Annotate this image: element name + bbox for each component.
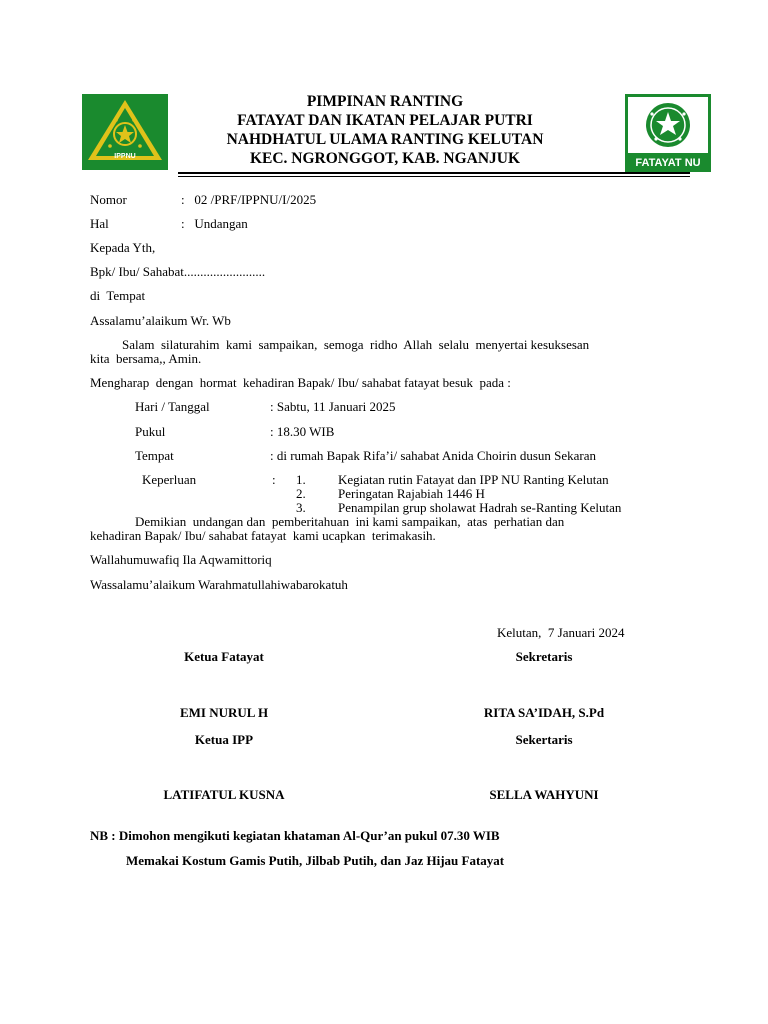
request-line: Mengharap dengan hormat kehadiran Bapak/ Ibu/ sahabat fatayat besuk pada : [90,375,511,390]
purpose-num-2: 2. [296,486,306,501]
right-title-2: Sekertaris [515,732,573,747]
left-name-2: LATIFATUL KUSNA [163,787,285,802]
day-label: Hari / Tanggal [135,399,210,414]
time-value: : 18.30 WIB [270,424,335,439]
purpose-text-3: Penampilan grup sholawat Hadrah se-Ranting Kelutan [338,500,622,515]
header-line-4: KEC. NGRONGGOT, KAB. NGANJUK [249,150,521,167]
purpose-text-2: Peringatan Rajabiah 1446 H [338,486,485,501]
purpose-text-1: Kegiatan rutin Fatayat dan IPP NU Ranting Kelutan [338,472,609,487]
left-title-1: Ketua Fatayat [184,649,264,664]
nomor-label: Nomor [90,192,127,207]
purpose-num-1: 1. [296,472,306,487]
left-name-1: EMI NURUL H [179,705,269,720]
paragraph-1-line-1: Salam silaturahim kami sampaikan, semoga ridho Allah selalu menyertai kesuksesan [122,337,590,352]
header-divider-thick [178,172,690,174]
nomor-value: : 02 /PRF/IPPNU/I/2025 [181,192,317,207]
day-value: : Sabtu, 11 Januari 2025 [270,399,396,414]
header-line-3: NAHDHATUL ULAMA RANTING KELUTAN [226,131,544,148]
recipient-line-1: Kepada Yth, [90,240,156,255]
place-value: : di rumah Bapak Rifa’i/ sahabat Anida Choirin dusun Sekaran [270,448,597,463]
place-label: Tempat [135,448,174,463]
right-title-1: Sekretaris [515,649,573,664]
header-divider-thin [178,176,690,177]
greeting: Assalamu’alaikum Wr. Wb [90,313,231,328]
fatayat-nu-logo-text: FATAYAT NU [635,157,701,169]
purpose-label: Keperluan [142,472,197,487]
paragraph-1-line-2: kita bersama,, Amin. [90,351,202,366]
time-label: Pukul [135,424,166,439]
header-line-1: PIMPINAN RANTING [306,93,464,110]
closing-line-2: kehadiran Bapak/ Ibu/ sahabat fatayat kami ucapkan terimakasih. [90,528,436,543]
recipient-line-2: Bpk/ Ibu/ Sahabat......................... [90,264,266,279]
wallahu-line: Wallahumuwafiq Ila Aqwamittoriq [90,552,272,567]
left-title-2: Ketua IPP [194,732,254,747]
hal-value: : Undangan [181,216,248,231]
wassalamu-line: Wassalamu’alaikum Warahmatullahiwabarokatuh [90,577,348,592]
purpose-colon: : [272,472,276,487]
recipient-line-3: di Tempat [90,288,146,303]
hal-label: Hal [90,216,109,231]
ippnu-logo-icon [82,94,168,170]
ippnu-logo-text: IPPNU [114,153,136,160]
closing-line-1: Demikian undangan dan pemberitahuan ini kami sampaikan, atas perhatian dan [135,514,565,529]
fatayat-nu-logo-icon [625,94,711,172]
right-name-2: SELLA WAHYUNI [489,787,599,802]
note-line-2: Memakai Kostum Gamis Putih, Jilbab Putih, dan Jaz Hijau Fatayat [126,853,505,868]
header-line-2: FATAYAT DAN IKATAN PELAJAR PUTRI [237,112,533,129]
purpose-num-3: 3. [296,500,306,515]
place-date: Kelutan, 7 Januari 2024 [497,625,625,640]
right-name-1: RITA SA’IDAH, S.Pd [483,705,605,720]
note-line-1: NB : Dimohon mengikuti kegiatan khataman Al-Qur’an pukul 07.30 WIB [90,828,500,843]
